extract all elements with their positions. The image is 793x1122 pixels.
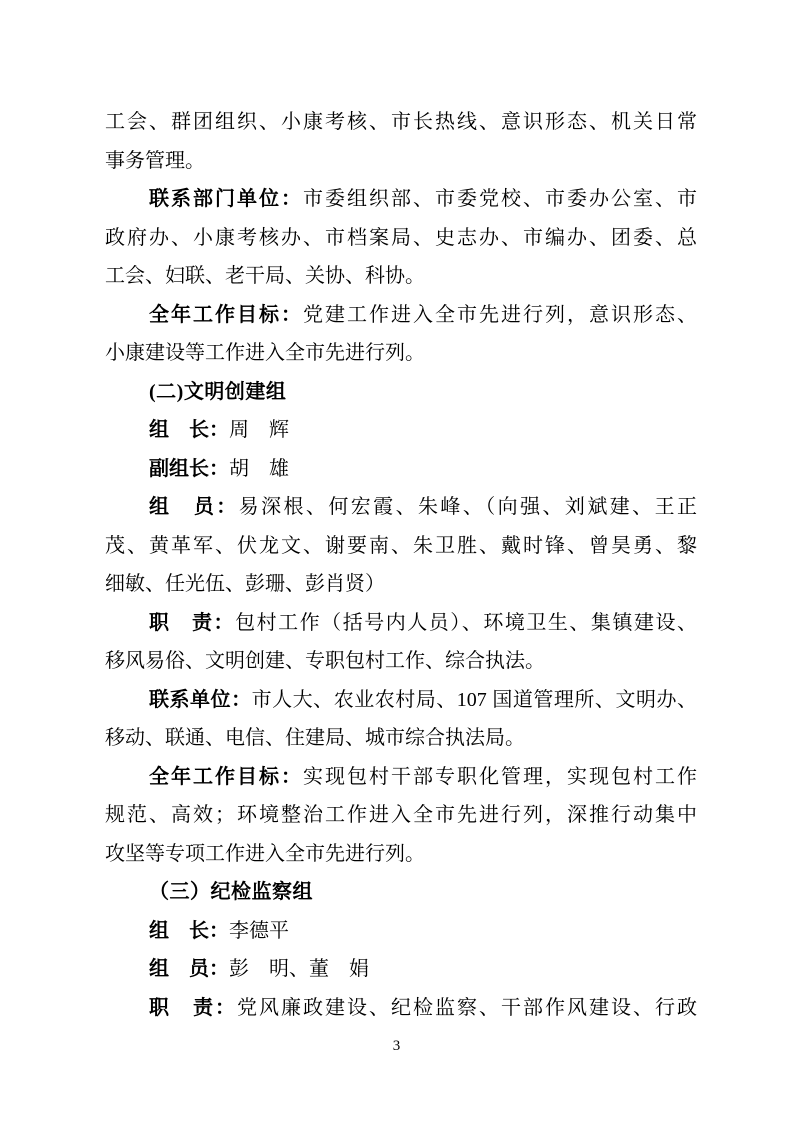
text-line [105,488,697,527]
line-text: 实现包村干部专职化管理，实现包村工作 [303,765,697,788]
line-text: 市人大、农业农村局、107 国道管理所、文明办、 [251,688,698,711]
line-text: 移动、联通、电信、住建局、城市综合执法局。 [105,727,525,749]
text-line [105,758,697,797]
line-text: 政府办、小康考核办、市档案局、史志办、市编办、团委、总 [105,226,697,249]
text-line [105,411,697,450]
line-label: 组 长： [149,419,229,441]
line-text: 市委组织部、市委党校、市委办公室、市 [303,188,697,210]
text-line [105,565,697,604]
section-heading [105,373,697,412]
line-text: 茂、黄革军、伏龙文、谢要南、朱卫胜、戴时锋、曾昊勇、黎 [105,534,697,557]
line-text: 李德平 [229,919,289,942]
line-label: 全年工作目标： [149,765,303,788]
text-line [105,604,697,643]
text-line [105,642,697,681]
line-label: 组 员： [149,958,229,980]
text-line [105,296,697,335]
line-label: 组 长： [149,919,229,942]
line-label: （三）纪检监察组 [149,881,313,903]
text-line [105,989,697,1028]
text-line [105,796,697,835]
line-text: 攻坚等专项工作进入全市先进行列。 [105,842,425,865]
line-label: 联系单位： [149,688,252,711]
text-line [105,103,697,142]
text-line [105,257,697,296]
line-label: 联系部门单位： [149,188,303,210]
line-label: 职 责： [149,996,237,1019]
text-line [105,219,697,258]
text-line [105,719,697,758]
line-text: 党建工作进入全市先进行列，意识形态、 [303,303,697,326]
text-line [105,450,697,489]
line-text: 工会、妇联、老干局、关协、科协。 [105,265,425,287]
line-text: 小康建设等工作进入全市先进行列。 [105,342,425,364]
line-text: 事务管理。 [105,149,205,172]
text-line [105,912,697,951]
section-heading [105,873,697,912]
line-label: 副组长： [149,457,229,480]
line-text: 胡 雄 [229,457,289,480]
document-body [105,103,697,1027]
line-label: 全年工作目标： [149,303,303,326]
line-text: 工会、群团组织、小康考核、市长热线、意识形态、机关日常 [105,111,697,133]
line-label: (二)文明创建组 [149,380,287,403]
line-text: 党风廉政建设、纪检监察、干部作风建设、行政 [237,996,697,1019]
text-line [105,681,697,720]
text-line [105,180,697,219]
line-text: 规范、高效；环境整治工作进入全市先进行列，深推行动集中 [105,804,697,826]
text-line [105,835,697,874]
text-line [105,334,697,373]
page-number: 3 [392,1038,401,1054]
line-label: 组 员： [149,496,239,518]
text-line [105,950,697,989]
text-line [105,142,697,181]
line-text: 易深根、何宏霞、朱峰、（向强、刘斌建、王正 [238,496,698,518]
line-text: 包村工作（括号内人员）、环境卫生、集镇建设、 [235,611,698,634]
line-text: 细敏、任光伍、彭珊、彭肖贤） [105,573,385,595]
line-text: 移风易俗、文明创建、专职包村工作、综合执法。 [105,650,545,672]
line-text: 周 辉 [229,419,289,441]
line-label: 职 责： [149,611,236,634]
text-line [105,527,697,566]
line-text: 彭 明、董 娟 [229,958,369,980]
